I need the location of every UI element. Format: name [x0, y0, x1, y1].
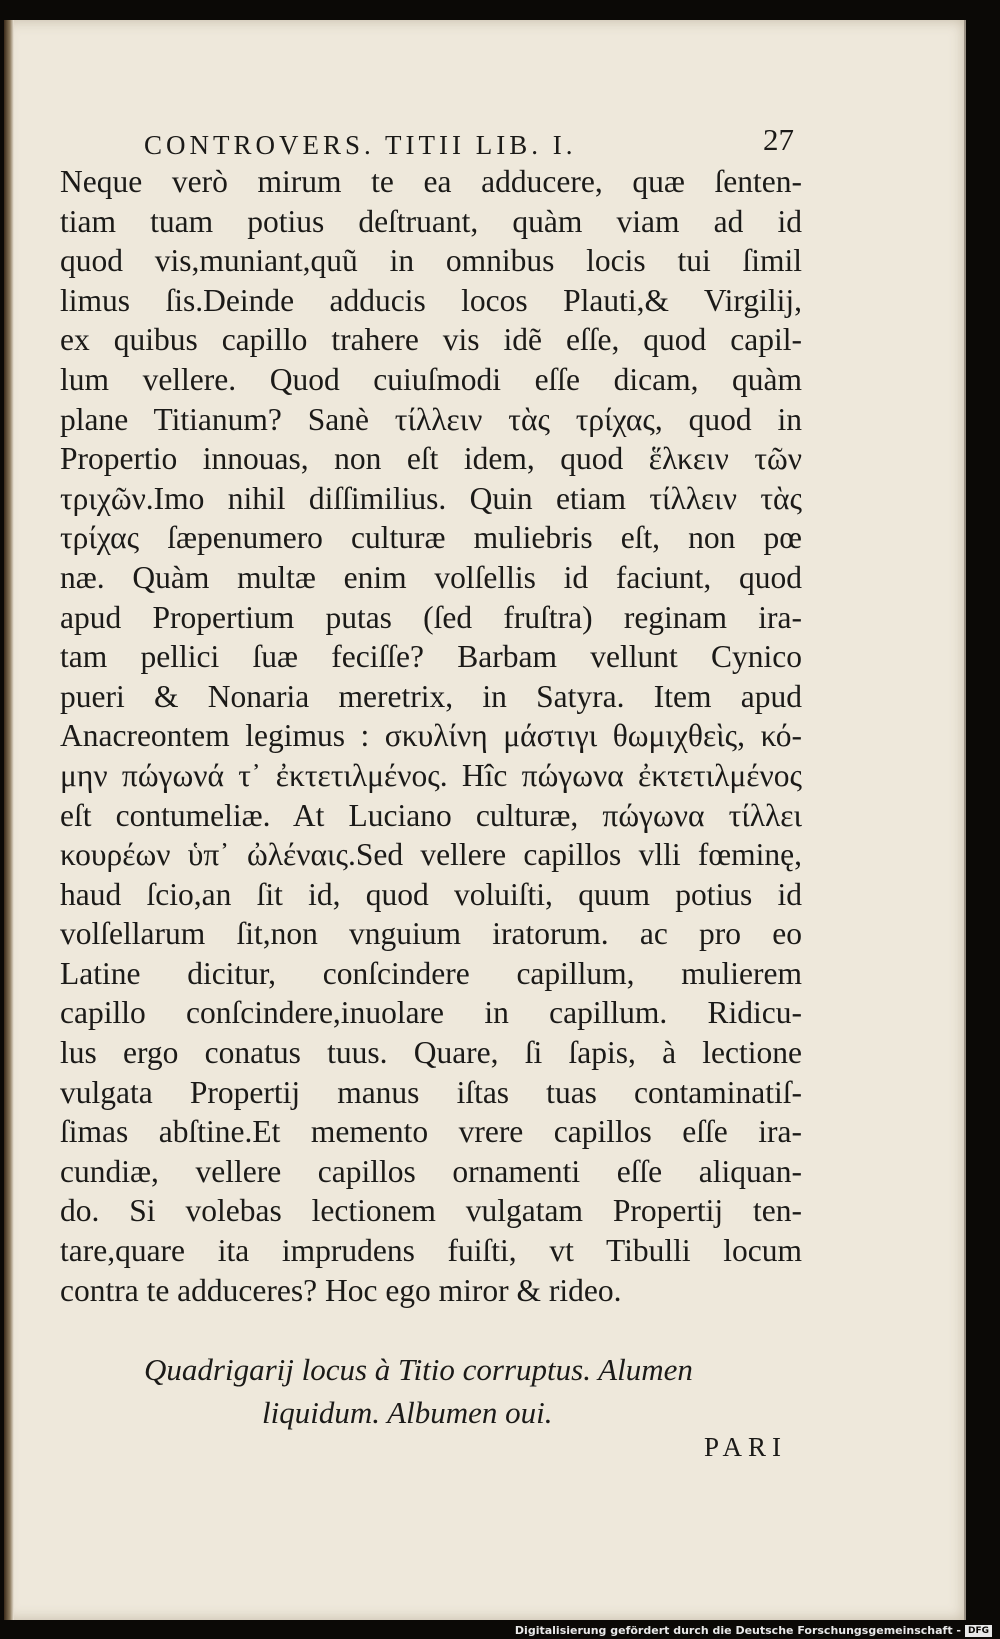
body-text — [60, 162, 802, 1310]
text-line: pueri & Nonaria meretrix, in Satyra. Item apud — [60, 678, 802, 714]
text-line: vulgata Propertij manus iſtas tuas contaminatiſ- — [60, 1074, 802, 1110]
digitization-footer — [515, 1624, 992, 1637]
text-line: cundiæ, vellere capillos ornamenti eſſe aliquan- — [60, 1153, 802, 1189]
text-line: tiam tuam potius deſtruant, quàm viam ad id — [60, 203, 802, 239]
text-line: quod vis,muniant,quũ in omnibus locis tui ſimil — [60, 243, 802, 279]
page-number: 27 — [763, 122, 794, 157]
text-line: Neque verò mirum te ea adducere, quæ ſenten- — [60, 164, 802, 199]
section-note-line: liquidum. Albumen oui. — [262, 1395, 553, 1430]
section-note — [144, 1348, 764, 1434]
text-line: tam pellici ſuæ feciſſe? Barbam vellunt Cynico — [60, 639, 802, 675]
text-line: lum vellere. Quod cuiuſmodi eſſe dicam, quàm — [60, 361, 802, 397]
text-line: Latine dicitur, conſcindere capillum, mulierem — [60, 955, 802, 991]
text-line: ex quibus capillo trahere vis idẽ eſſe, quod capil- — [60, 322, 802, 358]
text-line: μην πώγωνά τ᾽ ἐκτετιλμένος. Hîc πώγωνα ἐκτετιλμένος — [60, 757, 802, 793]
text-line: κουρέων ὑπ᾽ ὠλέναις.Sed vellere capillos vlli fœminę, — [60, 837, 802, 873]
text-line: Propertio innouas, non eſt idem, quod ἕλκειν τῶν — [60, 441, 802, 477]
footer-credit: Digitalisierung gefördert durch die Deutsche Forschungsgemeinschaft - — [514, 1624, 961, 1637]
text-line: apud Propertium putas (ſed fruſtra) reginam ira- — [60, 599, 802, 635]
text-line: limus ſis.Deinde adducis locos Plauti,& Virgilij, — [60, 282, 802, 318]
text-line: contra te adduceres? Hoc ego miror & rideo. — [60, 1272, 622, 1308]
text-line: τρίχας ſæpenumero culturæ muliebris eſt, non pœ — [60, 520, 802, 556]
text-line: Anacreontem legimus : σκυλίνη μάστιγι θωμιχθεὶς, κό- — [60, 718, 802, 754]
text-line: capillo conſcindere,inuolare in capillum. Ridicu- — [60, 995, 802, 1031]
text-line: ſimas abſtine.Et memento vrere capillos eſſe ira- — [60, 1114, 802, 1150]
page-spine-shadow — [4, 20, 14, 1620]
text-line: plane Titianum? Sanè τίλλειν τὰς τρίχας, quod in — [60, 401, 802, 437]
text-line: haud ſcio,an ſit id, quod voluiſti, quum potius id — [60, 876, 802, 912]
dfg-logo-icon: DFG — [965, 1625, 992, 1637]
running-title: CONTROVERS. TITII LIB. I. — [144, 130, 577, 160]
text-line: lus ergo conatus tuus. Quare, ſi ſapis, à lectione — [60, 1035, 802, 1071]
text-line: do. Si volebas lectionem vulgatam Propertij ten- — [60, 1193, 802, 1229]
text-line: τριχῶν.Imo nihil diſſimilius. Quin etiam τίλλειν τὰς — [60, 480, 802, 516]
text-line: tare,quare ita imprudens fuiſti, vt Tibulli locum — [60, 1233, 802, 1269]
text-line: volſellarum ſit,non vnguium iratorum. ac pro eo — [60, 916, 802, 952]
book-page — [4, 20, 966, 1620]
running-header — [144, 108, 794, 160]
catchword: PARI — [704, 1432, 788, 1462]
text-line: næ. Quàm multæ enim volſellis id faciunt, quod — [60, 559, 802, 595]
section-note-line: Quadrigarij locus à Titio corruptus. Alumen — [144, 1352, 693, 1387]
text-line: eſt contumeliæ. At Luciano culturæ, πώγωνα τίλλει — [60, 797, 802, 833]
